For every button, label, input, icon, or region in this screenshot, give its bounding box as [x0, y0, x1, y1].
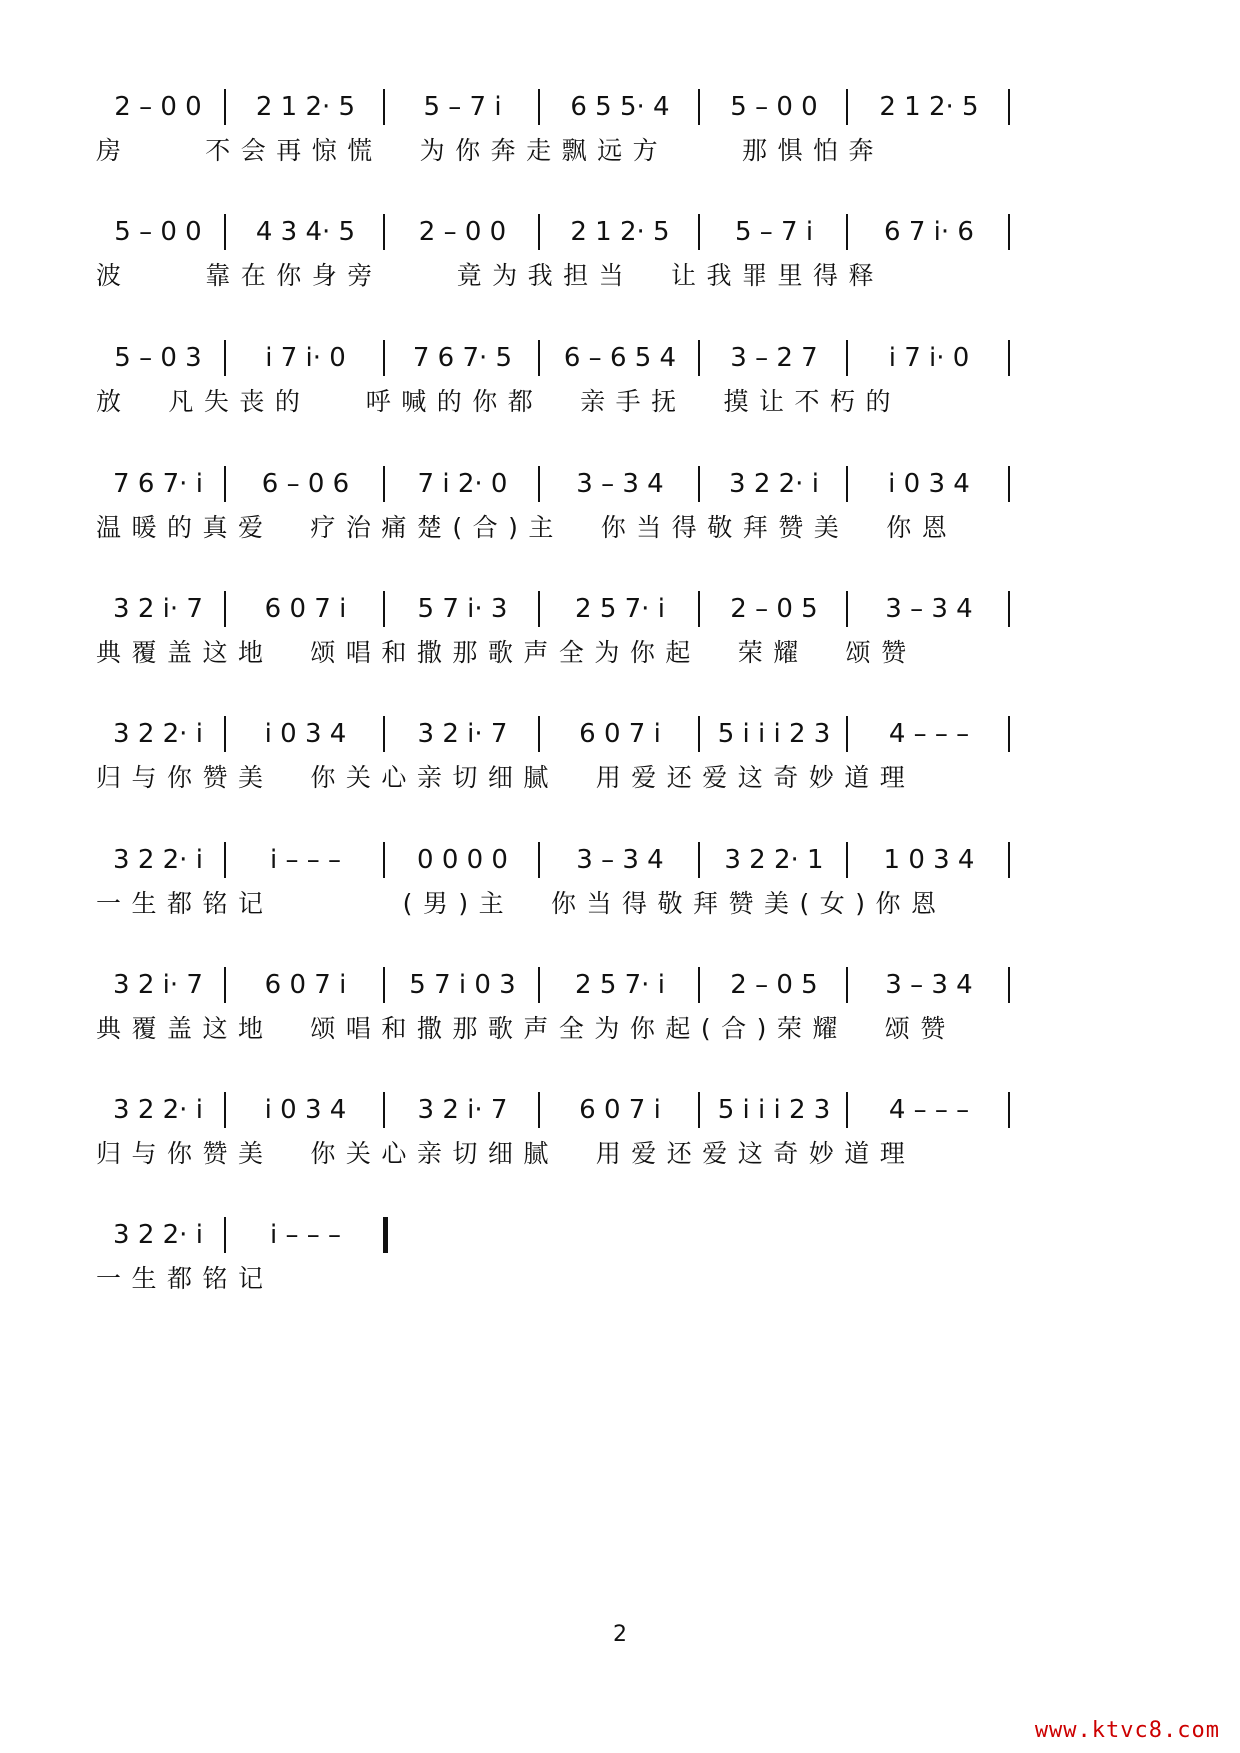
measure: 3 2 i· 7 — [417, 1095, 508, 1125]
barline — [1008, 967, 1010, 1003]
measure: i 0 3 4 — [264, 719, 347, 749]
measure: 3 – 3 4 — [576, 845, 664, 875]
barline — [224, 214, 226, 250]
barline — [538, 967, 540, 1003]
lyric-line: 放 凡失丧的 呼喊的你都 亲手抚 摸让不朽的 — [96, 387, 902, 416]
barline — [1008, 466, 1010, 502]
barline — [538, 591, 540, 627]
barline — [846, 1092, 848, 1128]
measure: 7 i 2· 0 — [417, 469, 508, 499]
music-system — [96, 1088, 1146, 1208]
measure: 2 – 0 0 — [114, 92, 202, 122]
measure: 5 7 i· 3 — [417, 594, 508, 624]
measure: 3 2 i· 7 — [417, 719, 508, 749]
barline — [224, 1092, 226, 1128]
measure: 5 – 0 0 — [730, 92, 818, 122]
barline — [224, 1217, 226, 1253]
page-number: 2 — [613, 1622, 627, 1647]
music-system — [96, 462, 1146, 582]
measure: i 7 i· 0 — [265, 343, 346, 373]
measure: 3 2 2· i — [113, 845, 203, 875]
measure: 6 0 7 i — [579, 1095, 661, 1125]
measure: 3 2 i· 7 — [113, 594, 203, 624]
music-system — [96, 85, 1146, 205]
barline — [538, 340, 540, 376]
barline — [1008, 842, 1010, 878]
measure: i 0 3 4 — [888, 469, 970, 499]
barline — [698, 466, 700, 502]
measure: 2 – 0 0 — [418, 217, 507, 247]
barline — [846, 591, 848, 627]
measure: 5 – 0 3 — [114, 343, 202, 373]
barline — [538, 842, 540, 878]
measure: 4 3 4· 5 — [255, 217, 356, 247]
measure: 2 1 2· 5 — [570, 217, 670, 247]
measure: 2 – 0 5 — [730, 970, 818, 1000]
measure: 2 5 7· i — [575, 594, 665, 624]
barline — [383, 89, 385, 125]
music-system — [96, 587, 1146, 707]
measure: 3 2 2· i — [113, 1095, 203, 1125]
measure: 7 6 7· i — [113, 469, 203, 499]
measure: 5 – 7 i — [734, 217, 814, 247]
barline — [538, 466, 540, 502]
lyric-line: 归与你赞美 你关心亲切细腻 用爱还爱这奇妙道理 — [96, 1139, 916, 1168]
barline — [698, 591, 700, 627]
music-system — [96, 838, 1146, 958]
measure: 5 i i i 2 3 — [717, 719, 831, 749]
measure: 6 7 i· 6 — [884, 217, 974, 247]
measure: 0 0 0 0 — [417, 845, 508, 875]
barline — [698, 340, 700, 376]
measure: i 7 i· 0 — [888, 343, 970, 373]
barline — [383, 214, 385, 250]
barline — [224, 89, 226, 125]
measure: i 0 3 4 — [264, 1095, 347, 1125]
barline — [224, 842, 226, 878]
music-system — [96, 336, 1146, 456]
barline — [1008, 716, 1010, 752]
measure: 6 0 7 i — [264, 594, 347, 624]
barline — [538, 89, 540, 125]
measure: 3 2 2· i — [113, 719, 203, 749]
music-system — [96, 1213, 1146, 1333]
barline — [698, 716, 700, 752]
barline — [538, 716, 540, 752]
barline — [383, 340, 385, 376]
measure: 5 i i i 2 3 — [717, 1095, 831, 1125]
measure: 4 – – – — [888, 1095, 970, 1125]
barline — [538, 1092, 540, 1128]
measure: 6 – 6 5 4 — [563, 343, 677, 373]
barline — [224, 967, 226, 1003]
barline — [1008, 214, 1010, 250]
measure: 3 – 3 4 — [576, 469, 664, 499]
barline — [383, 716, 385, 752]
measure: i – – – — [269, 1220, 342, 1250]
measure: 6 0 7 i — [264, 970, 347, 1000]
measure: 5 7 i 0 3 — [409, 970, 516, 1000]
measure: 3 – 3 4 — [885, 594, 973, 624]
lyric-line: 房 不会再惊慌 为你奔走飘远方 那惧怕奔 — [96, 136, 884, 165]
barline — [846, 716, 848, 752]
final-barline — [383, 1217, 388, 1253]
barline — [224, 591, 226, 627]
barline — [383, 466, 385, 502]
measure: 2 – 0 5 — [730, 594, 818, 624]
barline — [1008, 591, 1010, 627]
barline — [224, 466, 226, 502]
measure: 3 2 2· 1 — [724, 845, 824, 875]
barline — [224, 716, 226, 752]
measure: 7 6 7· 5 — [412, 343, 513, 373]
barline — [698, 842, 700, 878]
lyric-line: 一生都铭记 — [96, 1264, 274, 1293]
measure: 3 2 2· i — [729, 469, 819, 499]
music-system — [96, 712, 1146, 832]
measure: 3 2 2· i — [113, 1220, 203, 1250]
lyric-line: 一生都铭记 (男)主 你当得敬拜赞美(女)你恩 — [96, 889, 947, 918]
lyric-line: 温暖的真爱 疗治痛楚(合)主 你当得敬拜赞美 你恩 — [96, 513, 958, 542]
watermark: www.ktvc8.com — [1034, 1718, 1220, 1743]
measure: 2 5 7· i — [575, 970, 665, 1000]
measure: 4 – – – — [888, 719, 970, 749]
lyric-line: 典覆盖这地 颂唱和撒那歌声全为你起 荣耀 颂赞 — [96, 638, 917, 667]
measure: 5 – 0 0 — [114, 217, 202, 247]
barline — [383, 967, 385, 1003]
music-system — [96, 210, 1146, 330]
barline — [698, 214, 700, 250]
barline — [698, 89, 700, 125]
barline — [383, 591, 385, 627]
barline — [698, 1092, 700, 1128]
barline — [1008, 1092, 1010, 1128]
barline — [224, 340, 226, 376]
barline — [846, 89, 848, 125]
barline — [846, 967, 848, 1003]
measure: 6 0 7 i — [579, 719, 661, 749]
barline — [846, 214, 848, 250]
measure: 3 – 3 4 — [885, 970, 973, 1000]
measure: 3 – 2 7 — [730, 343, 818, 373]
measure: i – – – — [269, 845, 342, 875]
measure: 2 1 2· 5 — [879, 92, 979, 122]
measure: 1 0 3 4 — [883, 845, 975, 875]
barline — [383, 1092, 385, 1128]
barline — [538, 214, 540, 250]
measure: 6 – 0 6 — [261, 469, 350, 499]
measure: 2 1 2· 5 — [255, 92, 356, 122]
barline — [846, 340, 848, 376]
lyric-line: 归与你赞美 你关心亲切细腻 用爱还爱这奇妙道理 — [96, 763, 916, 792]
measure: 3 2 i· 7 — [113, 970, 203, 1000]
lyric-line: 波 靠在你身旁 竟为我担当 让我罪里得释 — [96, 261, 884, 290]
barline — [846, 842, 848, 878]
measure: 6 5 5· 4 — [570, 92, 670, 122]
music-system — [96, 963, 1146, 1083]
barline — [383, 842, 385, 878]
measure: 5 – 7 i — [423, 92, 502, 122]
lyric-line: 典覆盖这地 颂唱和撒那歌声全为你起(合)荣耀 颂赞 — [96, 1014, 956, 1043]
barline — [698, 967, 700, 1003]
barline — [1008, 89, 1010, 125]
barline — [1008, 340, 1010, 376]
barline — [846, 466, 848, 502]
